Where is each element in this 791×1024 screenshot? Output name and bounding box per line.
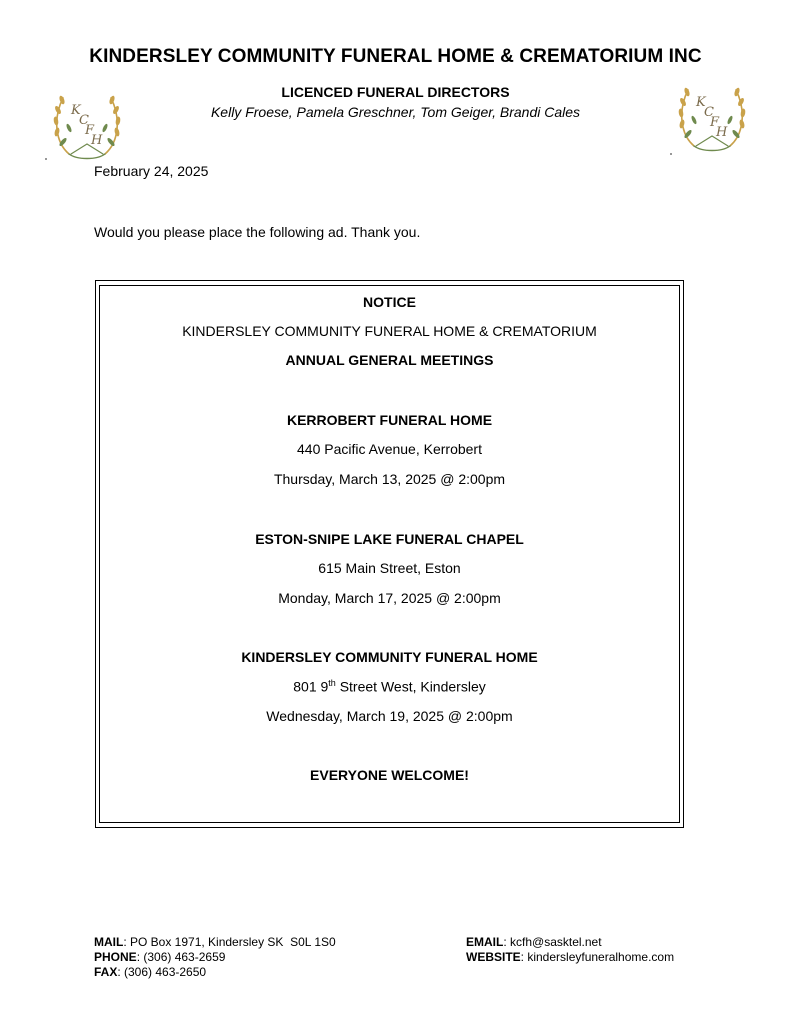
monogram-f: F: [85, 123, 95, 138]
notice-box: [95, 280, 684, 828]
phone-value: : (306) 463-2659: [136, 950, 226, 964]
mail-value: : PO Box 1971, Kindersley SK S0L 1S0: [123, 935, 336, 949]
monogram-c: C: [79, 113, 89, 128]
footer-contact-left: [94, 935, 336, 980]
monogram-k: K: [696, 95, 706, 110]
footer-phone: [94, 950, 336, 965]
website-value[interactable]: : kindersleyfuneralhome.com: [520, 950, 675, 964]
meeting-2-name: ESTON-SNIPE LAKE FUNERAL CHAPEL: [255, 531, 524, 547]
logo-mark-left: [45, 158, 47, 160]
phone-label: PHONE: [94, 950, 137, 964]
meeting-1-address: 440 Pacific Avenue, Kerrobert: [297, 441, 482, 457]
letter-date: February 24, 2025: [94, 163, 209, 179]
wreath-logo-right: [672, 76, 752, 156]
monogram-h: H: [91, 133, 103, 148]
meeting-3-name: KINDERSLEY COMMUNITY FUNERAL HOME: [241, 649, 538, 665]
footer-email: [466, 935, 674, 950]
wreath-logo-left: [47, 84, 127, 164]
meeting-1-name: KERROBERT FUNERAL HOME: [286, 412, 493, 428]
monogram-k: K: [71, 103, 81, 118]
monogram-h: H: [716, 125, 728, 140]
licenced-directors-heading: LICENCED FUNERAL DIRECTORS: [281, 84, 510, 100]
notice-inner-border: [99, 285, 680, 823]
email-value[interactable]: : kcfh@sasktel.net: [503, 935, 602, 949]
footer-mail: [94, 935, 336, 950]
meeting-1-datetime: Thursday, March 13, 2025 @ 2:00pm: [273, 471, 506, 487]
meeting-3-address-number: 801 9: [293, 678, 329, 695]
fax-label: FAX: [94, 965, 118, 979]
director-names: Kelly Froese, Pamela Greschner, Tom Geiger, Brandi Cales: [210, 104, 581, 120]
meeting-2-address: 615 Main Street, Eston: [318, 560, 461, 576]
monogram-f: F: [710, 115, 720, 130]
monogram-c: C: [704, 105, 714, 120]
logo-mark-right: [670, 153, 672, 155]
meeting-3-address-rest: Street West, Kindersley: [335, 678, 486, 695]
email-label: EMAIL: [466, 935, 504, 949]
notice-heading: NOTICE: [363, 294, 416, 310]
footer-fax: [94, 965, 336, 980]
fax-value: : (306) 463-2650: [117, 965, 207, 979]
notice-event-title: ANNUAL GENERAL MEETINGS: [285, 352, 494, 368]
notice-closing: EVERYONE WELCOME!: [310, 767, 469, 783]
notice-organization: KINDERSLEY COMMUNITY FUNERAL HOME & CREMATORIUM: [182, 323, 597, 339]
meeting-3-address-suffix: th: [328, 678, 336, 688]
letter-request-text: Would you please place the following ad. Thank you.: [94, 224, 421, 240]
company-name: KINDERSLEY COMMUNITY FUNERAL HOME & CREMATORIUM INC: [89, 46, 702, 67]
website-label: WEBSITE: [466, 950, 521, 964]
meeting-3-address: [100, 678, 679, 695]
footer-contact-right: [466, 935, 674, 965]
meeting-2-datetime: Monday, March 17, 2025 @ 2:00pm: [278, 590, 501, 606]
mail-label: MAIL: [94, 935, 124, 949]
footer-website: [466, 950, 674, 965]
meeting-3-datetime: Wednesday, March 19, 2025 @ 2:00pm: [266, 708, 513, 724]
